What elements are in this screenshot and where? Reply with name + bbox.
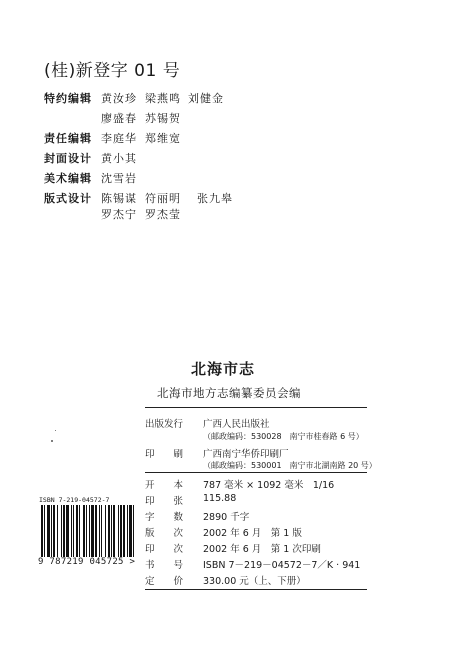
credit-name: 陈锡谋: [101, 192, 137, 205]
isbn-caption: ISBN 7-219-04572-7: [39, 496, 110, 504]
barcode-bar: [44, 505, 45, 557]
barcode-bar: [120, 505, 122, 557]
credit-name: 张九皋: [197, 192, 233, 205]
info-label: 出版发行: [145, 419, 184, 430]
book-title: 北海市志: [191, 360, 256, 378]
credit-name: 廖盛春: [101, 112, 137, 125]
info-value: 787 毫米 × 1092 毫米 1/16: [203, 480, 335, 491]
credit-name: 罗杰莹: [145, 208, 181, 221]
scan-speck: [51, 440, 53, 442]
info-sub: （邮政编码：530028 南宁市桂春路 6 号）: [203, 432, 364, 441]
credit-name: 梁燕鸣: [145, 92, 181, 105]
credit-name: 黄汝珍: [101, 92, 137, 105]
info-value: 330.00 元（上、下册）: [203, 576, 306, 587]
credit-name: 李庭华: [101, 132, 137, 145]
barcode-bar: [76, 505, 78, 557]
barcode-bar: [83, 505, 85, 557]
barcode-bar: [89, 505, 90, 557]
compiler-line: 北海市地方志编纂委员会编: [157, 386, 301, 400]
info-value: 广西南宁华侨印刷厂: [203, 449, 289, 460]
info-label: 书 号: [145, 560, 184, 571]
barcode-bar: [111, 505, 112, 557]
info-value: 2890 千字: [203, 512, 250, 523]
ean-barcode-icon: [39, 505, 149, 557]
credit-name: 郑维宽: [145, 132, 181, 145]
info-value: ISBN 7－219－04572－7／K · 941: [203, 560, 361, 571]
barcode-bar: [61, 505, 62, 557]
credit-role: 美术编辑: [44, 172, 92, 185]
barcode-bar: [51, 505, 52, 557]
barcode-bar: [53, 505, 55, 557]
barcode-bar: [41, 505, 43, 557]
credit-name: 刘健金: [188, 92, 224, 105]
info-label: 开 本: [145, 480, 184, 491]
divider-mid: [145, 472, 367, 473]
barcode-bar: [86, 505, 87, 557]
barcode-bar: [91, 505, 94, 557]
barcode-bar: [57, 505, 58, 557]
credit-name: 黄小其: [101, 152, 137, 165]
scan-speck: [55, 430, 56, 431]
credit-role: 版式设计: [44, 192, 92, 205]
info-label: 印 张: [145, 496, 184, 507]
barcode-bar: [123, 505, 125, 557]
credit-name: 符丽明: [145, 192, 181, 205]
barcode-bar: [118, 505, 119, 557]
barcode-bar: [63, 505, 65, 557]
barcode-bar: [113, 505, 115, 557]
barcode-bar: [71, 505, 72, 557]
barcode-bar: [73, 505, 74, 557]
info-label: 印 刷: [145, 449, 184, 460]
registration-number: (桂)新登字 01 号: [44, 61, 181, 81]
info-value: 115.88: [203, 493, 237, 504]
barcode-bar: [133, 505, 134, 557]
credit-name: 沈雪岩: [101, 172, 137, 185]
info-label: 定 价: [145, 576, 184, 587]
credit-role: 特约编辑: [44, 92, 92, 105]
credit-role: 责任编辑: [44, 132, 92, 145]
info-value: 广西人民出版社: [203, 419, 270, 430]
divider-bottom: [145, 589, 367, 590]
barcode-bar: [108, 505, 110, 557]
barcode-bar: [101, 505, 102, 557]
barcode-bar: [79, 505, 80, 557]
barcode-bar: [127, 505, 128, 557]
credit-role: 封面设计: [44, 152, 92, 165]
info-label: 字 数: [145, 512, 184, 523]
info-value: 2002 年 6 月 第 1 次印刷: [203, 544, 321, 555]
barcode-bar: [95, 505, 97, 557]
credit-name: 罗杰宁: [101, 208, 137, 221]
info-label: 版 次: [145, 528, 184, 539]
info-label: 印 次: [145, 544, 184, 555]
barcode-bar: [99, 505, 100, 557]
ean-digits: 9 787219 045725 >: [38, 557, 136, 567]
barcode-bar: [47, 505, 50, 557]
credit-name: 苏锡贺: [145, 112, 181, 125]
info-value: 2002 年 6 月 第 1 版: [203, 528, 302, 539]
info-sub: （邮政编码：530001 南宁市北湖南路 20 号）: [203, 461, 377, 470]
barcode-bar: [105, 505, 106, 557]
divider-top: [145, 407, 367, 408]
barcode-bar: [129, 505, 132, 557]
barcode-bar: [66, 505, 69, 557]
